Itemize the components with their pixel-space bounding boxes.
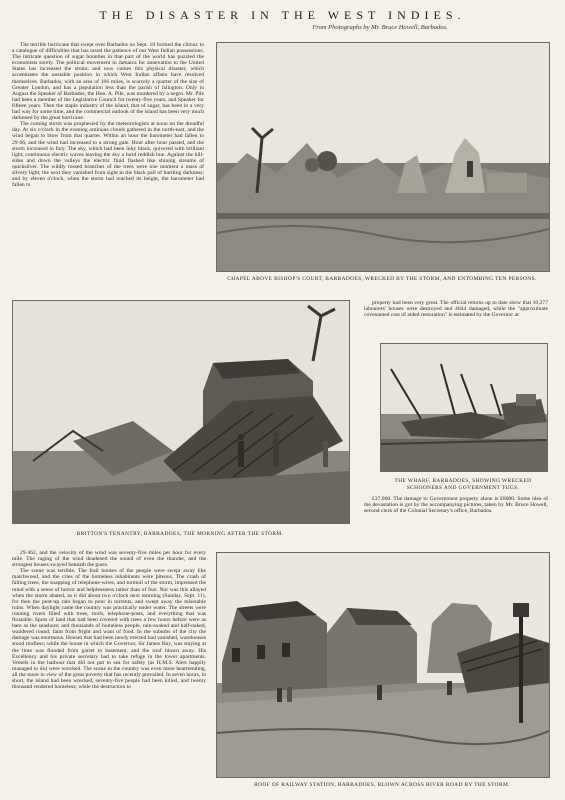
caption-railway-station: ROOF OF RAILWAY STATION, BARBADOES, BLOWN ACROSS RIVER ROAD BY THE STORM. bbox=[254, 782, 510, 788]
photo-chapel bbox=[216, 42, 550, 272]
caption-wharf: THE WHARF, BARBADOES, SHOWING WRECKED SCHOONERS AND GOVERNMENT TUGS. bbox=[394, 478, 532, 491]
article-column-4 bbox=[12, 550, 206, 790]
photo-railway-station bbox=[216, 552, 550, 778]
caption-tenantry: BRITTON'S TENANTRY, BARBADOES, THE MORNING AFTER THE STORM. bbox=[76, 531, 284, 537]
article-column-3 bbox=[364, 496, 548, 532]
article-paragraph: The coming storm was prophesied by the meteorologists at noon on the dreadful day. At six o'clock in the evening ominous clouds gathered in the north-east, and the wind began to blow from that quarter. Within an hour the barometer had fallen to 29·66, and the wind had increased to a strong gale. Hour after hour passed, and the storm increased in fury. The sky, which had been inky black, quivered with brilliant light, continuous electric waves leaving the sky a lurid reddish hue. Against the hill-sides and down the valleys the electric fluid flashed like shining streams of quicksilver. The wildly tossed branches of the trees were one moment a mass of silvery light; the next they vanished from sight in the black pall of hurtling darkness; and by eleven o'clock, when the storm had reached its height, the barometer had fallen to bbox=[12, 121, 204, 189]
photo-credit: From Photographs by Mr. Bruce Howell, Barbados. bbox=[312, 24, 448, 31]
article-column-2 bbox=[364, 300, 548, 334]
article-paragraph: The terrible hurricane that swept over Barbados on Sept. 10 formed the climax to a catalogue of difficulties that has taxed the patience of our West Indian possessions. The intricate question of sugar bounties in that part of the world has puzzled the economists sorely. The political movement in Jamaica for annexation to the United States has increased the strain; and now comes this physical disaster, which accentuates the unstable position in which West Indian affairs have resolved themselves. Barbados, with an area of 166 miles, is scarcely a quarter of the size of Greater London, and has a population less than the parish of Islington. Only in August the Speaker of Barbados, the Hon. A. Pile, was murdered by a negro. Mr. Pile had been a member of the Legislative Council for twenty-five years, and Speaker for fifteen years. Then the staple industry of the island, that of sugar, has been in a very bad way for some time, and the commercial outlook of the island has been very much darkened by the great hurricane. bbox=[12, 42, 204, 122]
photo-wharf bbox=[380, 343, 548, 472]
article-column-1 bbox=[12, 42, 204, 300]
caption-chapel: CHAPEL ABOVE BISHOP'S COURT, BARBADOES, WRECKED BY THE STORM, AND ENTOMBING TEN PERSONS. bbox=[227, 276, 537, 282]
article-paragraph: £37,000. The damage to Government property alone is £8000. Some idea of the devastation is got by the accompanying pictures, taken by Mr. Bruce Howell, second clerk of the Colonial Secretary's office, Barbados. bbox=[364, 496, 548, 515]
article-paragraph: property had been very great. The official returns up to date show that 10,277 labourers' houses were destroyed and 4644 damaged, while the "approximate covenanted cost of aided restoration" is estimated by the Governor at bbox=[364, 300, 548, 319]
article-paragraph: The scene was terrible. The frail houses of the people were swept away like matchwood, and the cries of the homeless inhabitants were piteous. The crash of falling trees, the snapping of telephone-wires, and turmoil of the storm, impressed the mind with a sense of horror and helplessness rather than of fear. Nor was this allayed when the storm abated, as it did about two o'clock next morning (Sunday, Sept. 11), for then the pent-up rain began to pour in torrents, and swept away the miserable ruins. When daylight came the country was practically under water. The streets were running rivers filled with trees, roofs, telephone-posts, and everything that was floatable. Spots of land that had been covered with trees a few hours before were as bare as the seashore; and thousands of homeless people, rain-soaked and half-naked, wandered round, faint from fright and want of food. In the suburbs of the city the damage was enormous. Houses that had been newly erected had vanished, warehouses stood roofless; while the house in which the Governor, Sir James Hay, was staying at the time was flooded from garret to basement, and the roof blown away. His Excellency and his private secretary had to take refuge in the lower apartments. Vessels in the harbour that did not put to sea for safety (as H.M.S. Alert happily managed to do) were wrecked. The scene in the country was even more heartrending, all the more in view of the great poverty that has recently prevailed. In seven hours, in short, the island had been wrecked, seventy-five people had been killed, and twenty thousand rendered homeless; while the destruction to bbox=[12, 568, 206, 691]
page-title: THE DISASTER IN THE WEST INDIES. bbox=[99, 8, 466, 22]
article-paragraph: 29·462, and the velocity of the wind was seventy-five miles per hour for every mile. The raging of the wind deadened the sound of even the thunder, and the strongest houses swayed beneath the gusts. bbox=[12, 550, 206, 569]
photo-tenantry bbox=[12, 300, 350, 524]
